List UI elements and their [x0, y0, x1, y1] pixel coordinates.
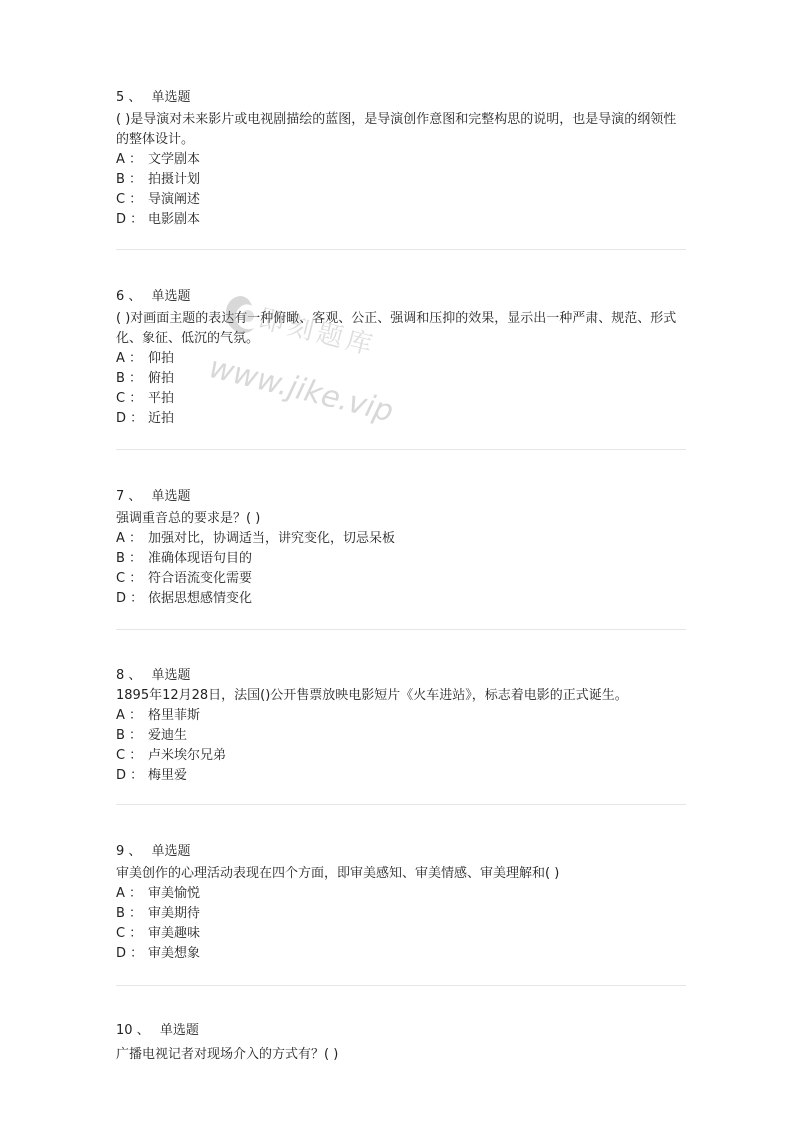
option-letter: C ： [116, 571, 143, 586]
option-c[interactable] [116, 190, 686, 210]
question-7 [116, 487, 686, 609]
option-text: 仰拍 [148, 351, 175, 366]
option-c[interactable] [116, 746, 686, 766]
option-letter: A ： [116, 886, 143, 901]
question-number: 8 、 [116, 668, 142, 683]
option-d[interactable] [116, 944, 686, 964]
option-text: 加强对比，协调适当，讲究变化，切忌呆板 [148, 531, 396, 546]
option-letter: B ： [116, 371, 143, 386]
option-letter: D ： [116, 411, 144, 426]
question-type: 单选题 [151, 289, 191, 304]
question-number: 9 、 [116, 844, 142, 859]
option-text: 俯拍 [148, 371, 175, 386]
option-d[interactable] [116, 766, 686, 786]
divider [116, 985, 686, 986]
option-letter: A ： [116, 531, 143, 546]
option-b[interactable] [116, 170, 686, 190]
question-header [116, 842, 686, 862]
option-a[interactable] [116, 884, 686, 904]
question-6 [116, 287, 686, 429]
question-text: ( )对画面主题的表达有一种俯瞰、客观、公正、强调和压抑的效果，显示出一种严肃、规范、形式化、象征、低沉的气氛。 [116, 311, 677, 346]
question-header [116, 666, 686, 686]
question-text: 强调重音总的要求是？( ) [116, 511, 261, 526]
question-header [116, 1021, 686, 1041]
option-text: 符合语流变化需要 [148, 571, 253, 586]
option-a[interactable] [116, 349, 686, 369]
option-a[interactable] [116, 150, 686, 170]
option-text: 爱迪生 [148, 728, 188, 743]
question-8 [116, 666, 686, 786]
option-b[interactable] [116, 369, 686, 389]
option-c[interactable] [116, 924, 686, 944]
option-b[interactable] [116, 726, 686, 746]
option-text: 梅里爱 [148, 768, 188, 783]
divider [116, 249, 686, 250]
divider [116, 629, 686, 630]
question-header [116, 88, 686, 108]
question-text: 1895年12月28日，法国()公开售票放映电影短片《火车进站》，标志着电影的正式诞生。 [116, 688, 628, 703]
question-type: 单选题 [151, 90, 191, 105]
option-c[interactable] [116, 569, 686, 589]
question-text: ( )是导演对未来影片或电视剧描绘的蓝图，是导演创作意图和完整构思的说明，也是导演的纲领性的整体设计。 [116, 112, 677, 147]
option-letter: A ： [116, 708, 143, 723]
question-header [116, 487, 686, 507]
question-number: 6 、 [116, 289, 142, 304]
option-letter: D ： [116, 591, 144, 606]
option-a[interactable] [116, 529, 686, 549]
watermark-text: 即刻题库 [255, 303, 379, 362]
option-text: 审美期待 [148, 906, 201, 921]
option-letter: A ： [116, 351, 143, 366]
option-letter: C ： [116, 391, 143, 406]
option-letter: D ： [116, 768, 144, 783]
option-text: 审美愉悦 [148, 886, 201, 901]
question-type: 单选题 [151, 668, 191, 683]
option-letter: B ： [116, 906, 143, 921]
option-letter: C ： [116, 748, 143, 763]
option-letter: D ： [116, 212, 144, 227]
question-header [116, 287, 686, 307]
question-10 [116, 1021, 686, 1065]
question-type: 单选题 [159, 1023, 199, 1038]
question-text: 审美创作的心理活动表现在四个方面，即审美感知、审美情感、审美理解和( ) [116, 866, 560, 881]
watermark-url: www.jike.vip [205, 350, 397, 430]
option-letter: B ： [116, 728, 143, 743]
option-letter: B ： [116, 172, 143, 187]
option-letter: C ： [116, 926, 143, 941]
option-text: 审美趣味 [148, 926, 201, 941]
option-b[interactable] [116, 549, 686, 569]
option-d[interactable] [116, 409, 686, 429]
option-d[interactable] [116, 210, 686, 230]
option-text: 卢米埃尔兄弟 [148, 748, 227, 763]
option-text: 平拍 [148, 391, 175, 406]
option-c[interactable] [116, 389, 686, 409]
option-letter: A ： [116, 152, 143, 167]
option-letter: C ： [116, 192, 143, 207]
option-text: 近拍 [148, 411, 175, 426]
option-d[interactable] [116, 589, 686, 609]
question-type: 单选题 [151, 844, 191, 859]
option-text: 审美想象 [148, 946, 201, 961]
question-9 [116, 842, 686, 964]
option-a[interactable] [116, 706, 686, 726]
question-number: 10 、 [116, 1023, 150, 1038]
divider [116, 449, 686, 450]
question-type: 单选题 [151, 489, 191, 504]
option-b[interactable] [116, 904, 686, 924]
option-text: 拍摄计划 [148, 172, 201, 187]
option-text: 准确体现语句目的 [148, 551, 253, 566]
option-text: 文学剧本 [148, 152, 201, 167]
question-number: 5 、 [116, 90, 142, 105]
option-letter: B ： [116, 551, 143, 566]
option-letter: D ： [116, 946, 144, 961]
question-5 [116, 88, 686, 230]
option-text: 导演阐述 [148, 192, 201, 207]
option-text: 格里菲斯 [148, 708, 201, 723]
divider [116, 804, 686, 805]
question-number: 7 、 [116, 489, 142, 504]
question-text: 广播电视记者对现场介入的方式有？( ) [116, 1047, 339, 1062]
option-text: 电影剧本 [148, 212, 201, 227]
option-text: 依据思想感情变化 [148, 591, 253, 606]
